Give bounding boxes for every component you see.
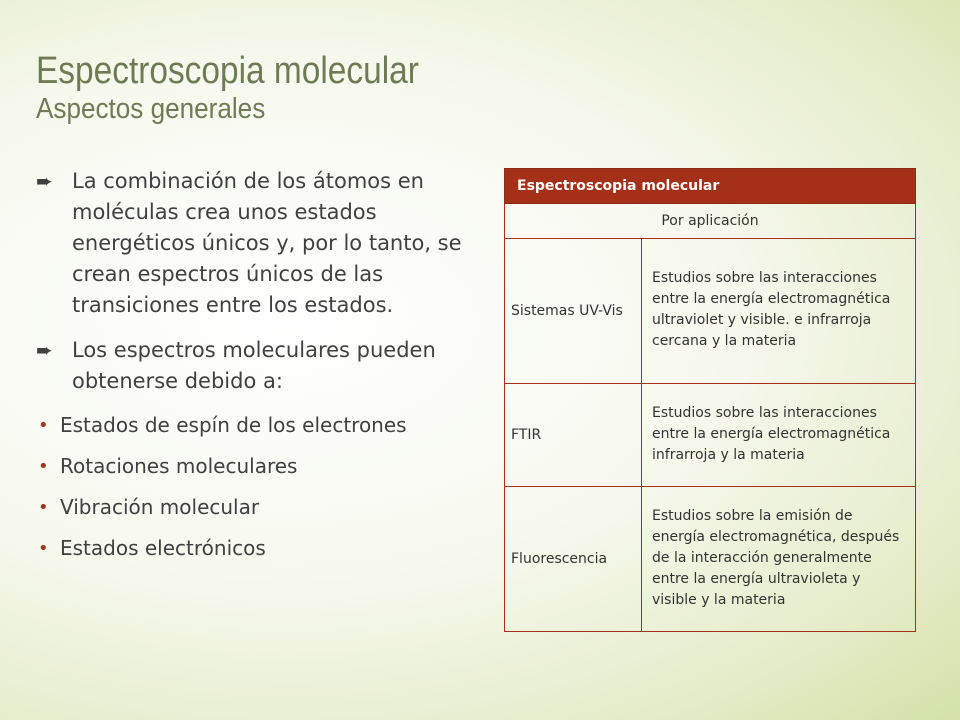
technique-cell: Sistemas UV-Vis (505, 239, 642, 384)
list-item (36, 493, 476, 522)
arrow-item-text: La combinación de los átomos en moléculas crea unos estados energéticos únicos y, por lo tanto, se crean espectros únicos de las transiciones entre los estados. (72, 169, 462, 317)
spectroscopy-table-container (504, 168, 916, 632)
description-cell: Estudios sobre las interacciones entre la energía electromagnética infrarroja y la materia (642, 384, 916, 487)
list-item-text: Rotaciones moleculares (60, 454, 298, 478)
table-row (505, 239, 916, 384)
table-row (505, 487, 916, 632)
dot-bullet-icon: • (38, 456, 49, 477)
dot-bullet-icon: • (38, 497, 49, 518)
arrow-item-text: Los espectros moleculares pueden obtenerse debido a: (72, 338, 436, 393)
description-cell: Estudios sobre la emisión de energía electromagnética, después de la interacción generalmente entre la energía ultravioleta y visible y la materia (642, 487, 916, 632)
list-item (36, 534, 476, 563)
arrow-item (36, 166, 476, 321)
arrow-item (36, 335, 476, 397)
slide-title: Espectroscopia molecular (36, 50, 419, 92)
list-item-text: Vibración molecular (60, 495, 260, 519)
dot-bullet-icon: • (38, 538, 49, 559)
table-subheader-row (505, 204, 916, 239)
table-header-row (505, 169, 916, 204)
list-item (36, 411, 476, 440)
slide-subtitle: Aspectos generales (36, 93, 266, 125)
dot-bullet-icon: • (38, 415, 49, 436)
title-block (36, 50, 471, 126)
table-header: Espectroscopia molecular (505, 169, 916, 204)
technique-cell: FTIR (505, 384, 642, 487)
arrow-bullet-icon: ➨ (36, 169, 53, 193)
list-item (36, 452, 476, 481)
table-row (505, 384, 916, 487)
description-cell: Estudios sobre las interacciones entre la energía electromagnética ultraviolet y visible. e infrarroja cercana y la materia (642, 239, 916, 384)
table-subheader: Por aplicación (505, 204, 916, 239)
list-item-text: Estados de espín de los electrones (60, 413, 407, 437)
technique-cell: Fluorescencia (505, 487, 642, 632)
arrow-bullet-icon: ➨ (36, 338, 53, 362)
spectroscopy-table (504, 168, 916, 632)
bullet-content (36, 166, 476, 575)
list-item-text: Estados electrónicos (60, 536, 266, 560)
